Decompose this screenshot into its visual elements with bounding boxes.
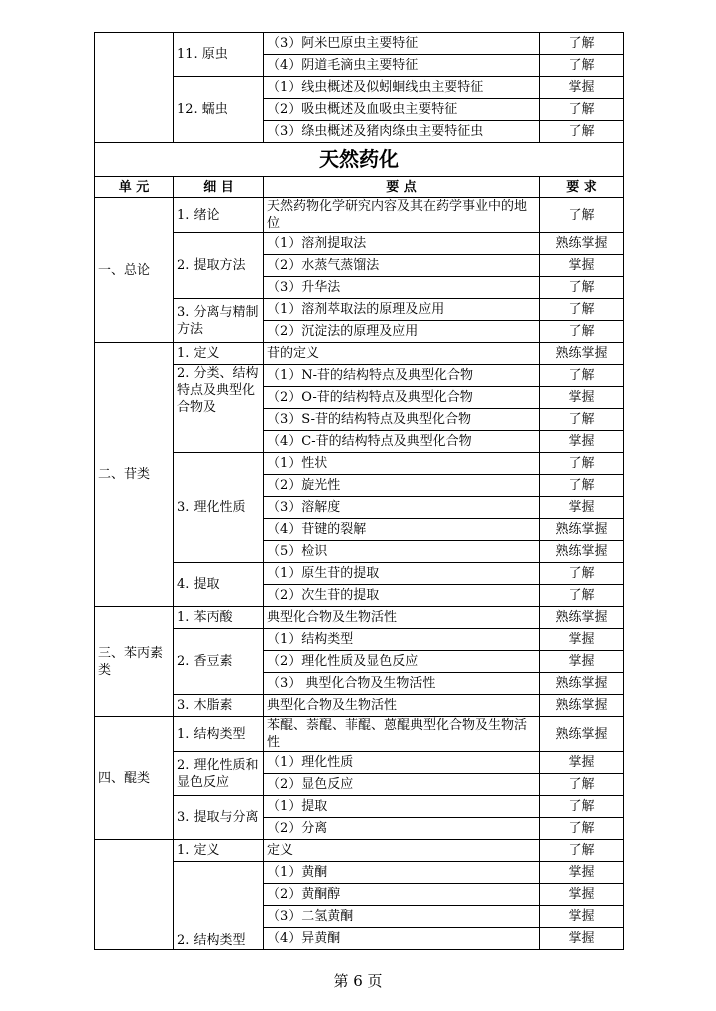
requirement-cell: 了解 [540,475,624,497]
item-cell: 2. 香豆素 [174,629,264,695]
point-cell: 典型化合物及生物活性 [264,695,540,717]
point-cell: （1）结构类型 [264,629,540,651]
point-cell: （3） 典型化合物及生物活性 [264,673,540,695]
point-cell: （3）溶解度 [264,497,540,519]
requirement-cell: 掌握 [540,862,624,884]
requirement-cell: 了解 [540,796,624,818]
header-row [95,177,624,198]
requirement-cell: 熟练掌握 [540,233,624,255]
item-cell: 11. 原虫 [174,33,264,77]
item-cell: 2. 理化性质和显色反应 [174,752,264,796]
item-cell: 1. 绪论 [174,198,264,233]
item-cell: 12. 蠕虫 [174,77,264,143]
point-cell: （2）水蒸气蒸馏法 [264,255,540,277]
requirement-cell: 掌握 [540,387,624,409]
point-cell: （2）显色反应 [264,774,540,796]
header-point: 要 点 [264,177,540,198]
requirement-cell: 了解 [540,99,624,121]
point-cell: （2）沉淀法的原理及应用 [264,321,540,343]
requirement-cell: 了解 [540,299,624,321]
point-cell: （3）绦虫概述及猪肉绦虫主要特征虫 [264,121,540,143]
table-row [95,607,624,629]
point-cell: （4）异黄酮 [264,928,540,950]
requirement-cell: 了解 [540,585,624,607]
requirement-cell: 了解 [540,321,624,343]
point-cell: （1）溶剂提取法 [264,233,540,255]
item-cell: 4. 提取 [174,563,264,607]
table-row [95,752,624,774]
item-cell: 3. 木脂素 [174,695,264,717]
table-row [95,33,624,55]
point-cell: （1）性状 [264,453,540,475]
point-cell: （3）二氢黄酮 [264,906,540,928]
requirement-cell: 熟练掌握 [540,673,624,695]
item-cell: 1. 定义 [174,343,264,365]
point-cell: （2）理化性质及显色反应 [264,651,540,673]
point-cell: （2）吸虫概述及血吸虫主要特征 [264,99,540,121]
requirement-cell: 了解 [540,818,624,840]
unit-cell: 二、苷类 [95,343,174,607]
point-cell: （4）阴道毛滴虫主要特征 [264,55,540,77]
requirement-cell: 熟练掌握 [540,343,624,365]
table-row [95,629,624,651]
requirement-cell: 熟练掌握 [540,519,624,541]
requirement-cell: 了解 [540,563,624,585]
unit-cell: 四、醌类 [95,717,174,840]
item-cell: 3. 理化性质 [174,453,264,563]
header-unit: 单 元 [95,177,174,198]
item-cell: 3. 提取与分离 [174,796,264,840]
table-row [95,796,624,818]
table-row [95,343,624,365]
section-title: 天然药化 [95,143,624,177]
item-cell: 2. 分类、结构特点及典型化合物及 [174,365,264,453]
requirement-cell: 了解 [540,198,624,233]
table-row [95,77,624,99]
page-number: 第 6 页 [333,972,383,990]
point-cell: （1）N-苷的结构特点及典型化合物 [264,365,540,387]
requirement-cell: 熟练掌握 [540,607,624,629]
requirement-cell: 掌握 [540,906,624,928]
requirement-cell: 了解 [540,365,624,387]
requirement-cell: 掌握 [540,431,624,453]
requirement-cell: 掌握 [540,497,624,519]
point-cell: （4）C-苷的结构特点及典型化合物 [264,431,540,453]
point-cell: 苯醌、萘醌、菲醌、蒽醌典型化合物及生物活性 [264,717,540,752]
table-row [95,717,624,752]
requirement-cell: 掌握 [540,928,624,950]
point-cell: （1）原生苷的提取 [264,563,540,585]
requirement-cell: 掌握 [540,651,624,673]
point-cell: 典型化合物及生物活性 [264,607,540,629]
requirement-cell: 了解 [540,33,624,55]
point-cell: （1）溶剂萃取法的原理及应用 [264,299,540,321]
requirement-cell: 熟练掌握 [540,717,624,752]
item-cell: 1. 定义 [174,840,264,862]
item-cell: 2. 提取方法 [174,233,264,299]
header-item: 细 目 [174,177,264,198]
point-cell: 定义 [264,840,540,862]
requirement-cell: 掌握 [540,884,624,906]
requirement-cell: 掌握 [540,255,624,277]
item-cell: 2. 结构类型 [174,862,264,950]
requirement-cell: 掌握 [540,77,624,99]
requirement-cell: 了解 [540,55,624,77]
requirement-cell: 了解 [540,840,624,862]
point-cell: 苷的定义 [264,343,540,365]
syllabus-table [94,32,624,950]
point-cell: （2）O-苷的结构特点及典型化合物 [264,387,540,409]
point-cell: （2）次生苷的提取 [264,585,540,607]
requirement-cell: 掌握 [540,752,624,774]
table-row [95,840,624,862]
point-cell: （1）理化性质 [264,752,540,774]
unit-cell [95,840,174,950]
table-row [95,695,624,717]
unit-cell: 三、苯丙素类 [95,607,174,717]
point-cell: （5）检识 [264,541,540,563]
unit-cell: 一、总论 [95,198,174,343]
requirement-cell: 了解 [540,453,624,475]
point-cell: （2）旋光性 [264,475,540,497]
requirement-cell: 了解 [540,277,624,299]
point-cell: 天然药物化学研究内容及其在药学事业中的地位 [264,198,540,233]
requirement-cell: 了解 [540,121,624,143]
header-requirement: 要 求 [540,177,624,198]
item-cell: 1. 苯丙酸 [174,607,264,629]
point-cell: （4）苷键的裂解 [264,519,540,541]
table-row [95,563,624,585]
table-row [95,862,624,884]
point-cell: （1）黄酮 [264,862,540,884]
table-row [95,198,624,233]
point-cell: （3）升华法 [264,277,540,299]
requirement-cell: 了解 [540,409,624,431]
item-cell: 3. 分离与精制方法 [174,299,264,343]
section-title-row [95,143,624,177]
table-row [95,299,624,321]
point-cell: （1）提取 [264,796,540,818]
table-row [95,233,624,255]
point-cell: （3）S-苷的结构特点及典型化合物 [264,409,540,431]
point-cell: （1）线虫概述及似蚓蛔线虫主要特征 [264,77,540,99]
point-cell: （2）黄酮醇 [264,884,540,906]
table-row [95,453,624,475]
point-cell: （2）分离 [264,818,540,840]
table-row [95,365,624,387]
requirement-cell: 熟练掌握 [540,541,624,563]
item-cell: 1. 结构类型 [174,717,264,752]
requirement-cell: 了解 [540,774,624,796]
requirement-cell: 掌握 [540,629,624,651]
unit-cell [95,33,174,143]
point-cell: （3）阿米巴原虫主要特征 [264,33,540,55]
requirement-cell: 熟练掌握 [540,695,624,717]
